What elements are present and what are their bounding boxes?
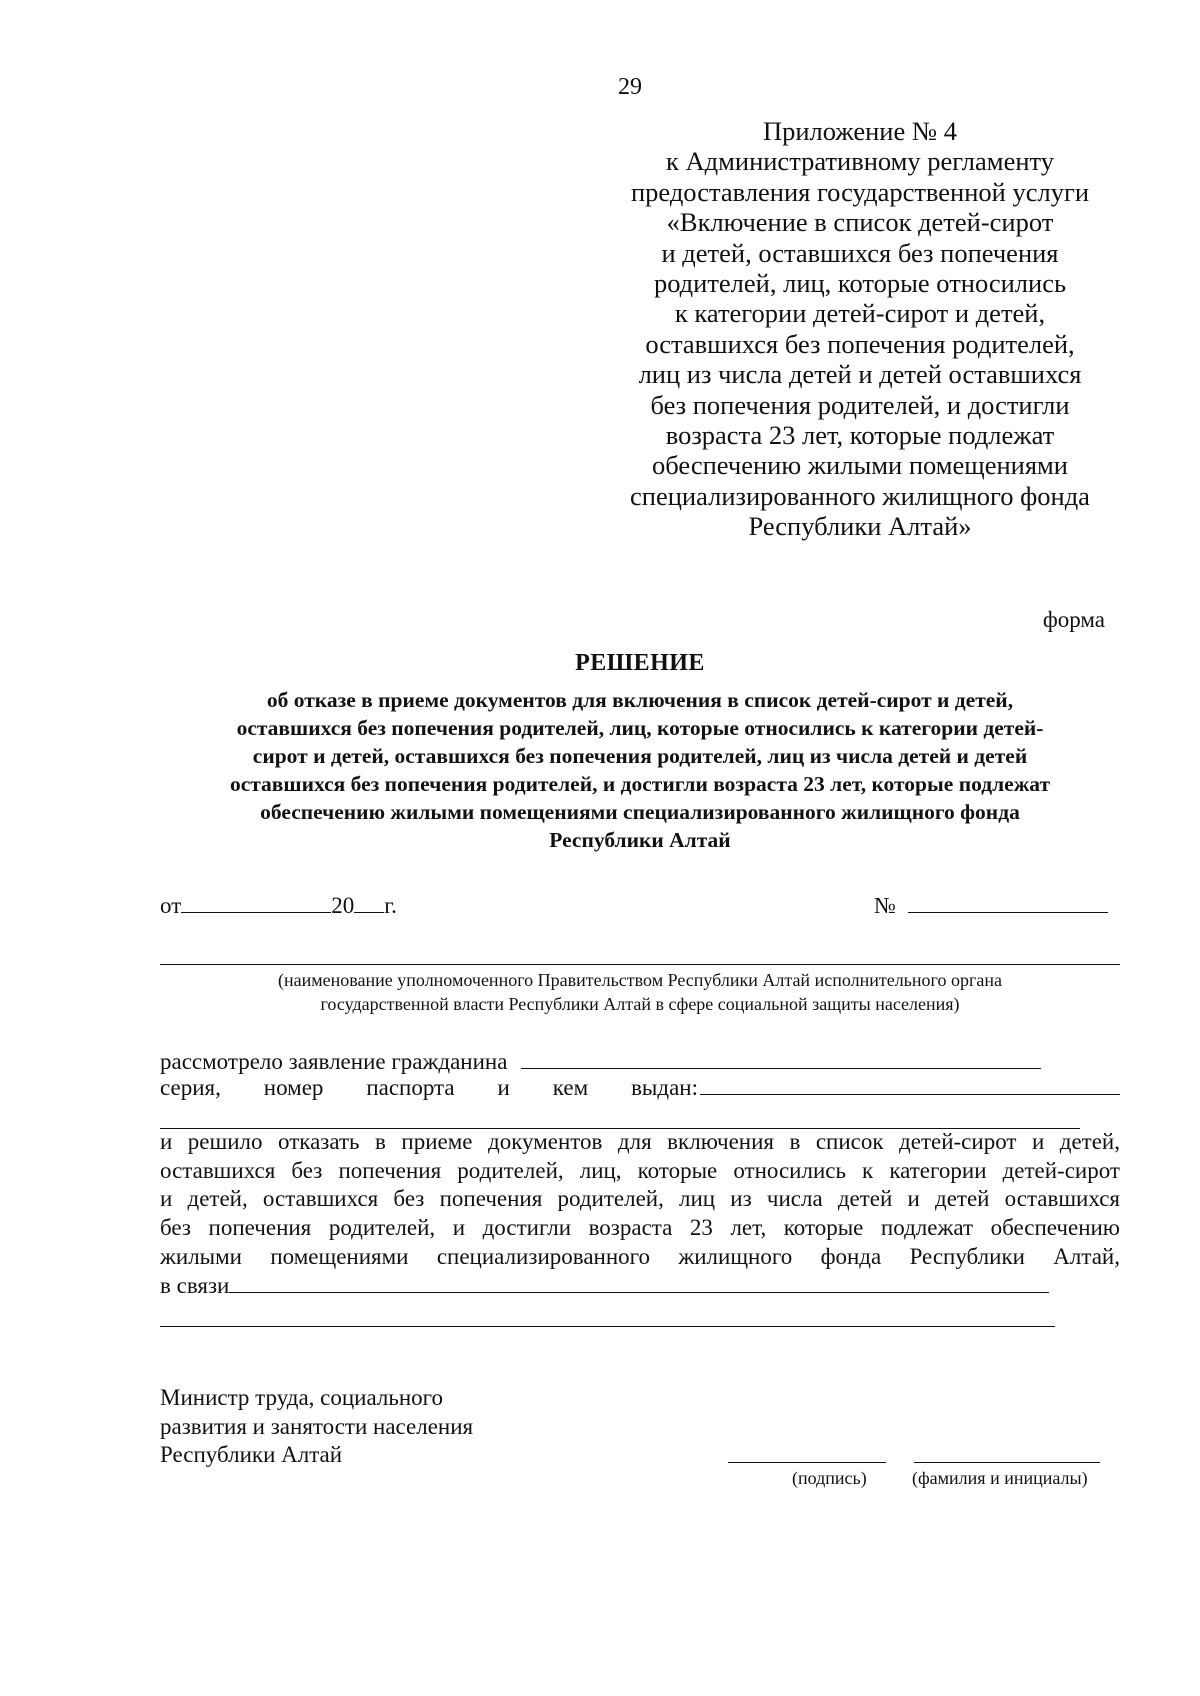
applicant-line xyxy=(160,1048,1041,1075)
passport-word: выдан: xyxy=(631,1075,698,1100)
form-label: форма xyxy=(1042,607,1105,632)
subtitle-line: об отказе в приеме документов для включения в список детей-сирот и детей, xyxy=(266,688,1014,712)
org-name-caption xyxy=(160,968,1120,1016)
applicant-name-blank[interactable] xyxy=(521,1048,1041,1069)
appendix-line: предоставления государственной услуги xyxy=(630,176,1090,207)
date-prefix: от xyxy=(160,893,182,918)
subtitle-line: оставшихся без попечения родителей, и достигли возраста 23 лет, которые подлежат xyxy=(229,772,1051,796)
subtitle-line: Республики Алтай xyxy=(549,828,731,852)
signature-caption: (подпись) xyxy=(792,1468,867,1488)
appendix-line: Приложение № 4 xyxy=(762,116,957,146)
number-line xyxy=(874,892,1108,919)
signatory-line: развития и занятости населения xyxy=(160,1413,474,1439)
decision-line: оставшихся без попечения родителей, лиц, которые относились к категории детей-сирот xyxy=(160,1157,1120,1183)
decision-line: и детей, оставшихся без попечения родителей, лиц из числа детей и детей оставшихся xyxy=(160,1186,1120,1212)
caption-line: (наименование уполномоченного Правительством Республики Алтай исполнительного органа xyxy=(278,970,1002,990)
appendix-header xyxy=(600,116,1120,542)
subtitle-line: обеспечению жилыми помещениями специализированного жилищного фонда xyxy=(260,800,1020,824)
caption-line: государственной власти Республики Алтай в сфере социальной защиты населения) xyxy=(320,994,960,1014)
decision-line: жилыми помещениями специализированного жилищного фонда Республики Алтай, xyxy=(160,1243,1120,1269)
passport-word: серия, xyxy=(160,1075,221,1100)
name-blank-line[interactable] xyxy=(914,1462,1100,1463)
passport-issuer-blank[interactable] xyxy=(700,1074,1120,1095)
appendix-line: обеспечению жилыми помещениями xyxy=(652,450,1068,481)
appendix-line: оставшихся без попечения родителей, xyxy=(645,328,1075,359)
passport-word: паспорта xyxy=(366,1075,455,1100)
passport-word: кем xyxy=(552,1075,589,1100)
appendix-line: специализированного жилищного фонда xyxy=(630,480,1090,511)
decision-text xyxy=(160,1128,1120,1272)
appendix-line: родителей, лиц, которые относились xyxy=(653,268,1067,299)
reason-extra-blank-line[interactable] xyxy=(160,1326,1055,1327)
signatory-block xyxy=(160,1384,473,1470)
date-day-month-blank[interactable] xyxy=(181,892,331,913)
signatory-line: Министр труда, социального xyxy=(160,1385,444,1410)
passport-line xyxy=(160,1074,1120,1101)
date-year-prefix: 20 xyxy=(331,893,355,918)
appendix-line: «Включение в список детей-сирот xyxy=(666,207,1054,238)
appendix-line: к категории детей-сирот и детей, xyxy=(674,298,1046,329)
decision-line: и решило отказать в приеме документов для включения в список детей-сирот и детей, xyxy=(160,1129,1120,1154)
reason-blank[interactable] xyxy=(229,1272,1049,1293)
document-title: РЕШЕНИЕ xyxy=(575,650,705,676)
number-label: № xyxy=(874,893,896,918)
signature-blank-line[interactable] xyxy=(728,1462,886,1463)
passport-word: и xyxy=(497,1075,510,1100)
subtitle-line: сирот и детей, оставшихся без попечения родителей, лиц из числа детей и детей xyxy=(252,744,1028,768)
document-number-blank[interactable] xyxy=(908,892,1108,913)
date-suffix: г. xyxy=(384,893,397,918)
passport-word: номер xyxy=(263,1075,324,1100)
reason-line xyxy=(160,1272,1049,1299)
applicant-label: рассмотрело заявление гражданина xyxy=(160,1049,508,1074)
appendix-line: Республики Алтай» xyxy=(748,511,972,542)
subtitle-line: оставшихся без попечения родителей, лиц, которые относились к категории детей- xyxy=(236,716,1044,740)
appendix-line: лиц из числа детей и детей оставшихся xyxy=(638,359,1082,390)
appendix-line: возраста 23 лет, которые подлежат xyxy=(665,420,1055,451)
reason-label: в связи xyxy=(160,1273,230,1298)
appendix-line: без попечения родителей, и достигли xyxy=(650,389,1070,420)
date-year-blank[interactable] xyxy=(354,892,384,913)
date-line xyxy=(160,892,397,919)
signatory-line: Республики Алтай xyxy=(160,1442,343,1467)
appendix-line: к Административному регламенту xyxy=(666,146,1054,177)
decision-line: без попечения родителей, и достигли возраста 23 лет, которые подлежат обеспечению xyxy=(160,1215,1120,1241)
org-name-blank-line[interactable] xyxy=(160,964,1120,965)
appendix-line: и детей, оставшихся без попечения xyxy=(661,237,1059,268)
document-subtitle xyxy=(150,686,1130,854)
page-number: 29 xyxy=(618,74,642,100)
name-caption: (фамилия и инициалы) xyxy=(912,1468,1088,1488)
